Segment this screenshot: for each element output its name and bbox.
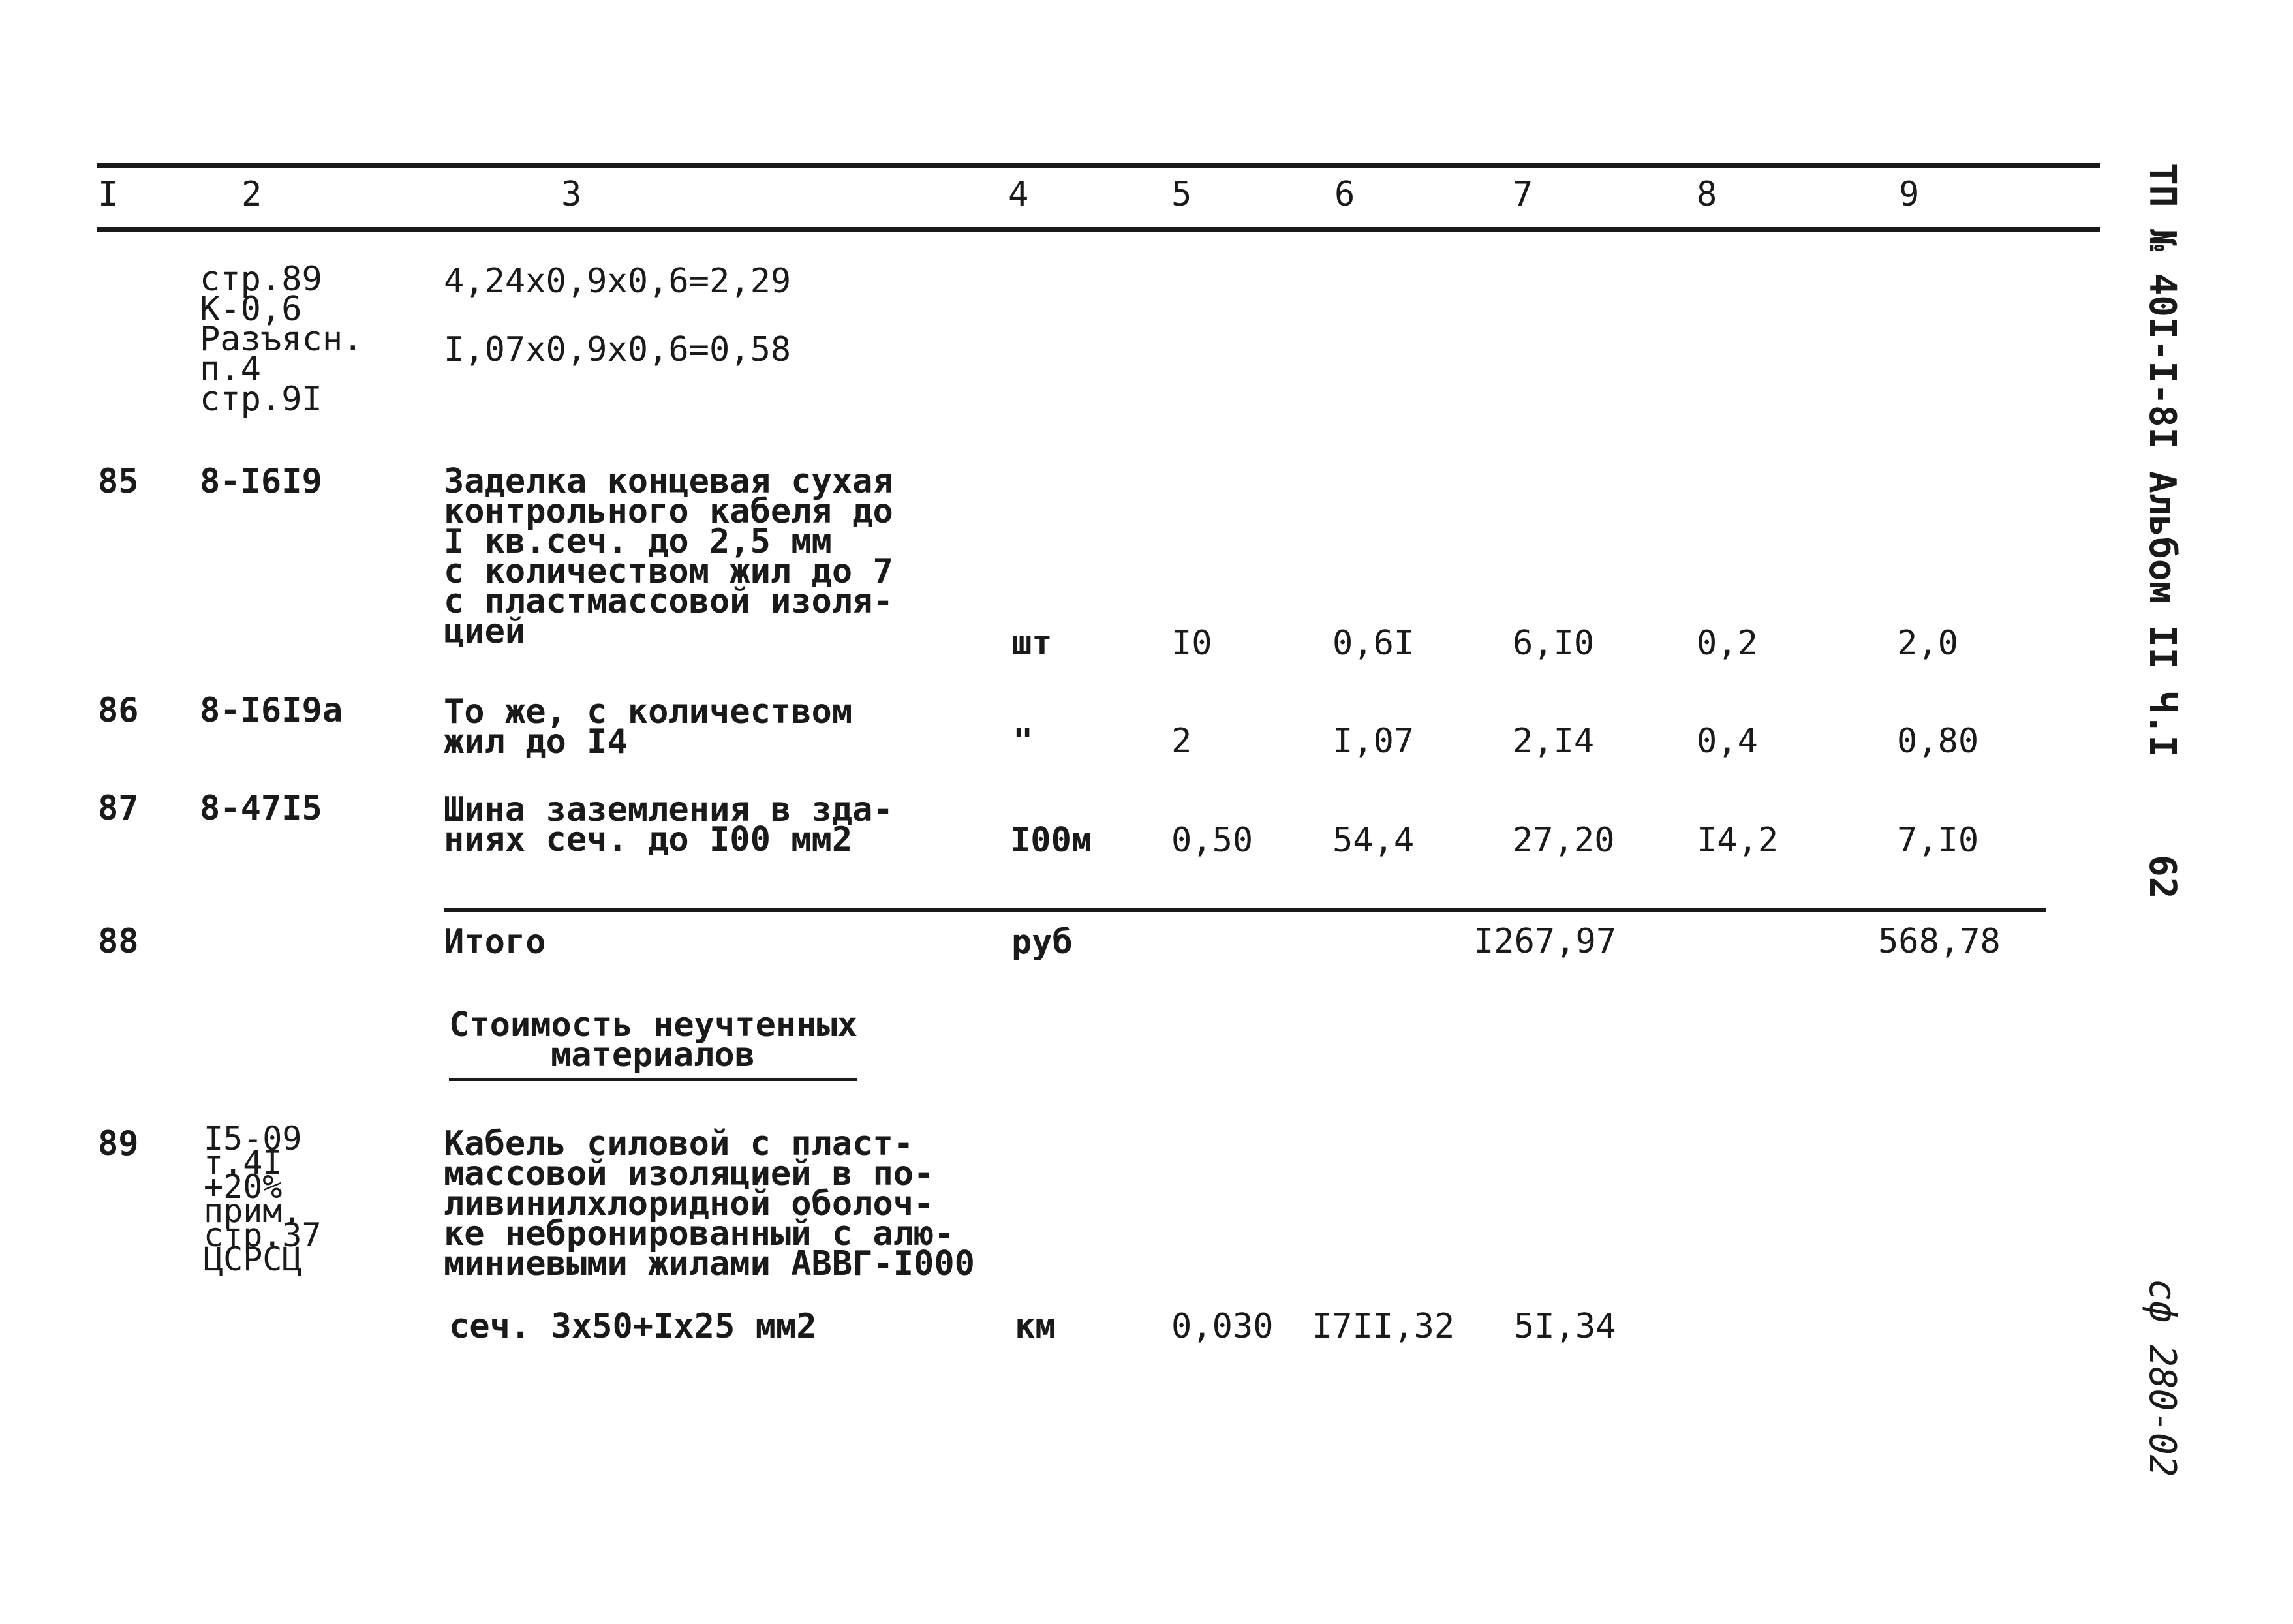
subtotal-rule [444, 908, 2046, 912]
total-label: Итого [444, 923, 546, 962]
row-code: 8-I6I9а [200, 691, 343, 730]
top-rule [97, 163, 2100, 168]
row-quantity: 2 [1171, 722, 1192, 761]
header-col-5: 5 [1171, 175, 1192, 214]
row-wage-total: 7,I0 [1897, 821, 1979, 860]
row-unit-price: 0,6I [1332, 624, 1415, 663]
row-unit: " [1013, 722, 1034, 761]
row-code: 8-47I5 [200, 789, 322, 828]
row-unit-price: I,07 [1332, 722, 1415, 761]
section-title: Стоимость неучтенных материалов [449, 1005, 858, 1075]
row-wage-price: 0,4 [1697, 722, 1758, 761]
total-unit: руб [1011, 923, 1073, 962]
section-underline [449, 1078, 857, 1081]
header-col-8: 8 [1697, 175, 1717, 214]
row-total: 6,I0 [1513, 624, 1595, 663]
row-description: Шина заземления в зда- ниях сеч. до I00 мм2 [444, 790, 893, 859]
row-description: То же, с количеством жил до I4 [444, 692, 853, 761]
header-col-9: 9 [1899, 175, 1920, 214]
row-description: Кабель силовой с пласт- массовой изоляцией в по- ливинилхлоридной оболоч- ке небронированный с алю- миниевыми жилами АВВГ-I000 [444, 1124, 975, 1283]
header-col-4: 4 [1008, 175, 1029, 214]
row-number: 86 [98, 691, 139, 730]
row-code: I5-09 т.4I +20% прим. стр.37 ЦСРСЦ [204, 1120, 322, 1278]
row-wage-price: I4,2 [1697, 821, 1779, 860]
intro-calc-1: 4,24x0,9x0,6=2,29 [444, 262, 792, 301]
row-quantity: I0 [1171, 624, 1212, 663]
row-quantity: 0,030 [1171, 1307, 1274, 1346]
row-number: 85 [98, 462, 139, 501]
row-wage-total: 0,80 [1897, 722, 1979, 761]
row-total: 5I,34 [1514, 1307, 1616, 1346]
side-page-number: 62 [2141, 855, 2183, 899]
row-unit-price: I7II,32 [1312, 1307, 1455, 1346]
header-col-2: 2 [241, 175, 262, 214]
row-quantity: 0,50 [1171, 821, 1254, 860]
header-rule [97, 227, 2100, 232]
row-description-cross-section: сеч. 3x50+Ix25 мм2 [449, 1307, 817, 1346]
side-doc-reference: ТП № 40I-I-8I Альбом II Ч.I [2141, 163, 2183, 758]
header-col-3: 3 [561, 175, 582, 214]
grand-total: I267,97 [1473, 922, 1617, 961]
row-wage-total: 2,0 [1897, 624, 1958, 663]
intro-refs: стр.89 К-0,6 Разъясн. п.4 стр.9I [200, 260, 363, 419]
row-unit: I00м [1010, 821, 1092, 860]
row-wage-price: 0,2 [1697, 624, 1758, 663]
row-code: 8-I6I9 [200, 462, 322, 501]
header-col-1: I [98, 175, 119, 214]
row-number: 87 [98, 789, 139, 828]
header-col-6: 6 [1334, 175, 1355, 214]
side-form-code: сф 280-02 [2141, 1279, 2183, 1477]
row-description: Заделка концевая сухая контрольного кабеля до I кв.сеч. до 2,5 мм с количеством жил до 7 с пластмассовой изоля- цией [444, 462, 893, 651]
row-total: 27,20 [1513, 821, 1615, 860]
grand-wage-total: 568,78 [1878, 922, 2001, 961]
total-row-number: 88 [98, 922, 139, 961]
intro-calc-2: I,07x0,9x0,6=0,58 [444, 330, 792, 369]
row-unit: км [1015, 1307, 1056, 1346]
row-total: 2,I4 [1513, 722, 1595, 761]
header-col-7: 7 [1513, 175, 1533, 214]
row-number: 89 [98, 1124, 139, 1163]
row-unit-price: 54,4 [1332, 821, 1415, 860]
row-unit: шт [1011, 624, 1053, 663]
